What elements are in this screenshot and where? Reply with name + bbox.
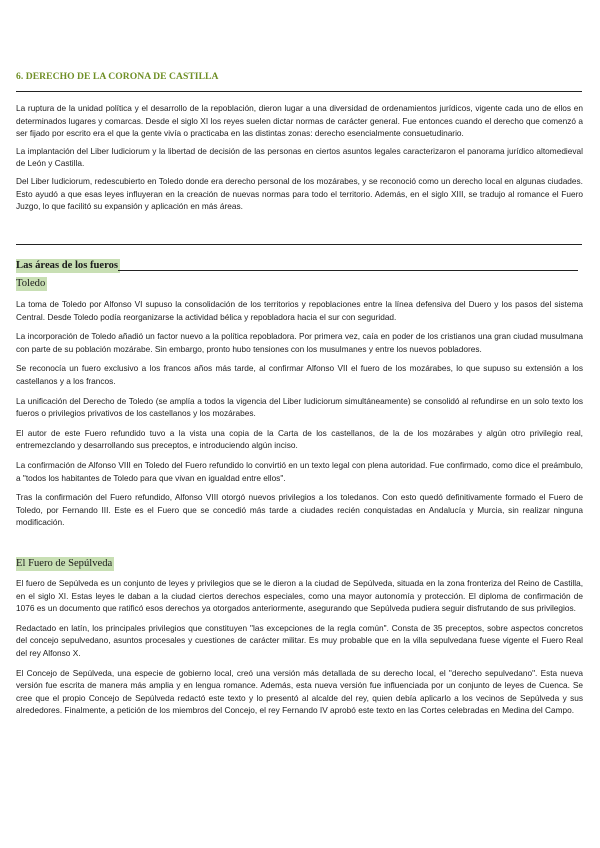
sepulveda-section <box>16 577 583 717</box>
section-title: 6. DERECHO DE LA CORONA DE CASTILLA <box>16 71 219 82</box>
toledo-paragraph: Tras la confirmación del Fuero refundido, Alfonso VIII otorgó nuevos privilegios a los toledanos. Con esto quedó definitivamente formado el Fuero de Toledo, por Fernando III. Este es el Fuero que se concedió más tarde a ciudades recién conquistadas en Andalucía y Murcia, sin realizar ninguna modificación. <box>16 492 583 528</box>
toledo-paragraph: Se reconocía un fuero exclusivo a los francos años más tarde, al confirmar Alfonso VII el fuero de los mozárabes, lo que supuso su extensión a los castellanos y a los francos. <box>16 363 583 386</box>
toledo-heading: Toledo <box>16 278 46 289</box>
intro-section <box>16 102 583 213</box>
intro-paragraph: La implantación del Liber Iudiciorum y la libertad de decisión de las personas en ciertos asuntos legales caracterizaron el panorama jurídico altomedieval de León y Castilla. <box>16 145 583 169</box>
toledo-section <box>16 298 583 529</box>
title-rule <box>16 91 582 92</box>
sepulveda-paragraph: El fuero de Sepúlveda es un conjunto de leyes y privilegios que se le dieron a la ciudad de Sepúlveda, situada en la zona fronteriza del Reino de Castilla, en el siglo XI. Estas leyes le daban a la ciudad ciertos derechos especiales, como una mayor autonomía y protección. El diploma de confirmación de 1076 es un documento que ratificó esos derechos ya otorgados anteriormente, asegurando que Sepúlveda pudiera seguir disfrutando de sus privilegios. <box>16 578 583 614</box>
areas-heading: Las áreas de los fueros <box>16 260 119 271</box>
areas-heading-rule <box>118 270 578 271</box>
intro-paragraph: La ruptura de la unidad política y el desarrollo de la repoblación, dieron lugar a una diversidad de ordenamientos jurídicos, vigente cada uno de ellos en determinados lugares y comarcas. Desde el siglo XI los reyes suelen dictar normas de carácter general. Fue entonces cuando el derecho que comenzó a ser fijado por escrito era el que la gente vivía o practicaba en las distintas zonas: derecho esencialmente consuetudinario. <box>16 103 583 139</box>
toledo-paragraph: La unificación del Derecho de Toledo (se amplía a todos la vigencia del Liber Iudiciorum simultáneamente) se consolidó al refundirse en un solo texto los fueros o privilegios privativos de los castellanos y los mozárabes. <box>16 395 583 419</box>
toledo-paragraph: La confirmación de Alfonso VIII en Toledo del Fuero refundido lo convirtió en un texto legal con plena autoridad. Fue confirmado, como dice el preámbulo, a "todos los habitantes de Toledo para que vivan en igualdad entre ellos". <box>16 459 583 483</box>
toledo-paragraph: La toma de Toledo por Alfonso VI supuso la consolidación de los territorios y repoblaciones entre la línea defensiva del Duero y los pasos del sistema Central. Desde Toledo podía reorganizarse la actividad bélica y repobladora hacia el sur con seguridad. <box>16 299 583 322</box>
sepulveda-paragraph: Redactado en latín, los principales privilegios que constituyen "las excepciones de la regla común". Consta de 35 preceptos, sobre aspectos concretos del concejo sepulvedano, asuntos procesales y cuestiones de carácter militar. Es muy probable que en la villa sepulvedana fuese vigente el Fuero Real del rey Alfonso X. <box>16 622 583 658</box>
toledo-paragraph: La incorporación de Toledo añadió un factor nuevo a la política repobladora. Por primera vez, caía en poder de los cristianos una gran ciudad musulmana con parte de su población mozárabe. Sin embargo, pronto hubo tensiones con los musulmanes y entre los nuevos pobladores. <box>16 331 583 354</box>
intro-paragraph: Del Liber Iudiciorum, redescubierto en Toledo donde era derecho personal de los mozárabes, y se reconoció como un derecho local en algunas ciudades. Esto ayudó a que esas leyes influyeran en la creación de nuevas normas para todo el territorio. Además, en el siglo XIII, se tradujo al romance el Fuero Juzgo, lo que facilitó su expansión y aplicación en más áreas. <box>16 175 583 212</box>
toledo-paragraph: El autor de este Fuero refundido tuvo a la vista una copia de la Carta de los castellanos, de la de los mozárabes y algún otro privilegio real, entremezclando y desarrollando sus preceptos, e introduciendo algún inciso. <box>16 427 583 451</box>
sepulveda-heading: El Fuero de Sepúlveda <box>16 558 113 569</box>
section-rule <box>16 244 582 245</box>
sepulveda-paragraph: El Concejo de Sepúlveda, una especie de gobierno local, creó una versión más detallada de su derecho local, el "derecho sepulvedano". Esta nueva versión fue escrita de manera más amplia y en lengua romance. Además, esta nueva versión fue influenciada por un conjunto de leyes de Cuenca. Se cree que el propio Concejo de Sepúlveda redactó este texto y lo presentó al alcalde del rey, quien debía aplicarlo a los vecinos de Sepúlveda y sus alrededores. Finalmente, a petición de los miembros del Concejo, el rey Fernando IV aprobó este texto en las Cortes celebradas en Medina del Campo. <box>16 667 583 716</box>
